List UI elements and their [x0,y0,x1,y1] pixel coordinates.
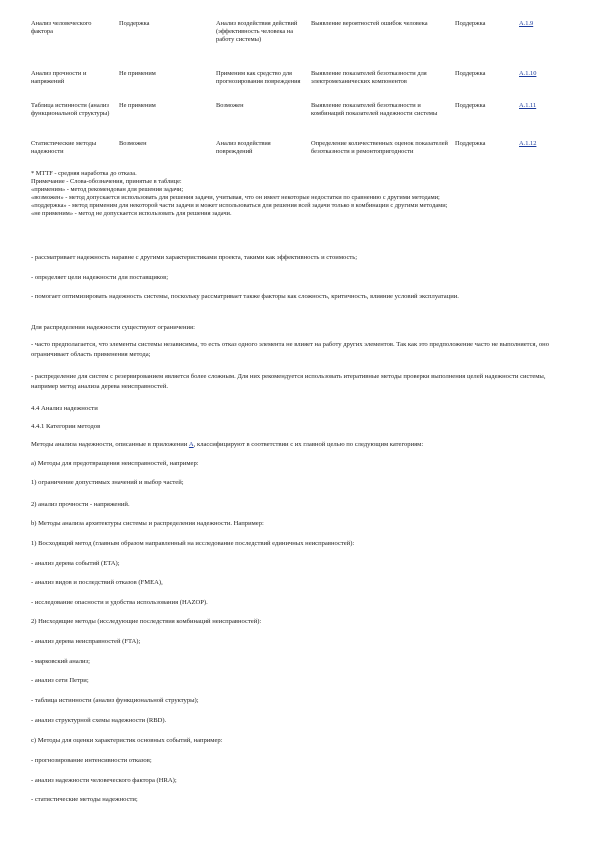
paragraph: 2) анализ прочности - напряжений. [31,501,130,508]
section-heading: 4.4 Анализ надежности [31,405,98,412]
note-line: «поддержка» - метод применим для некоторой части задачи и может использоваться для решения всей задачи только в комбинации с другими методами; [31,202,448,210]
methods-table [31,20,571,155]
list-item: - марковский анализ; [31,658,90,665]
table-link[interactable]: А.1.12 [519,140,537,147]
table-cell: Поддержка [455,70,486,77]
table-cell: Таблица истинности (анализ функциональной структуры) [31,102,110,117]
table-notes [31,170,566,219]
list-item: - анализ надежности человеческого фактора (HRA); [31,777,177,784]
list-item: - анализ сети Петри; [31,677,89,684]
paragraph: Для распределения надежности существуют ограничения: [31,324,195,331]
note-line: Примечание - Слова-обозначения, принятые в таблице: [31,178,182,186]
paragraph: - часто предполагается, что элементы системы независимы, то есть отказ одного элемента не влияет на работу других элементов. Так как это предположение часто не выполняется, оно ограничивает область применения метода; [31,341,550,358]
list-item: - исследование опасности и удобства использования (HAZOP). [31,599,208,606]
table-cell: Выявление показателей безотказности и комбинаций показателей надежности системы [311,102,438,117]
table-cell: Применим как средство для прогнозирования повреждения [216,70,301,85]
note-line: * MTTF - средняя наработка до отказа. [31,170,137,177]
paragraph: c) Методы для оценки характеристик основных событий, например: [31,737,223,744]
paragraph-text: , классифицируют в соответствии с их главной целью по следующим категориям: [193,441,424,448]
table-cell: Не применим [119,70,156,77]
table-cell: Возможен [119,140,147,147]
table-cell: Определение количественных оценок показателей безотказности и ремонтопригодности [311,140,448,155]
paragraph: - определяет цели надежности для поставщиков; [31,274,169,281]
table-cell: Статистические методы надежности [31,140,97,155]
note-line: «возможен» - метод допускается использовать для решения задачи, учитывая, что он имеет некоторые недостатки по сравнению с другими методами; [31,194,440,202]
table-cell: Анализ человеческого фактора [31,20,92,35]
table-cell: Поддержка [455,140,486,147]
paragraph: 1) Восходящий метод (главным образом направленный на исследование последствий единичных неисправностей): [31,540,355,547]
table-cell: Анализ воздействия действий (эффективность человека на работу системы) [216,20,298,43]
table-link[interactable]: А.1.11 [519,102,537,109]
list-item: - таблица истинности (анализ функциональной структуры); [31,697,199,704]
list-item: - анализ структурной схемы надежности (RBD). [31,717,167,724]
table-cell: Анализ воздействия повреждений [216,140,271,155]
table-cell: Выявление показателей безотказности для электромеханических компонентов [311,70,427,85]
paragraph: - распределение для систем с резервированием является более сложным. Для них рекомендуется использовать итеративные методы проверки выполнения целей надежности системы, например метод анализа дерева неисправностей. [31,373,546,390]
table-cell: Возможен [216,102,244,109]
paragraph: a) Методы для предотвращения неисправностей, например: [31,460,199,467]
table-cell: Выявление вероятностей ошибок человека [311,20,428,27]
table-cell: Поддержка [119,20,150,27]
paragraph: - помогает оптимизировать надежность системы, поскольку рассматривает также факторы как сложность, критичность, влияние условий эксплуатации. [31,293,459,300]
paragraph [31,440,566,450]
subsection-heading: 4.4.1 Категории методов [31,423,101,430]
list-item: - анализ видов и последствий отказов (FMEA), [31,579,163,586]
list-item: - прогнозирование интенсивности отказов; [31,757,152,764]
appendix-link[interactable]: А [188,441,194,448]
note-line: «применим» - метод рекомендован для решения задачи; [31,186,184,194]
table-cell: Анализ прочности и напряжений [31,70,87,85]
paragraph: b) Методы анализа архитектуры системы и распределения надежности. Например: [31,520,264,527]
table-link[interactable]: А.1.9 [519,20,534,27]
table-cell: Не применим [119,102,156,109]
table-cell: Поддержка [455,102,486,109]
table-link[interactable]: А.1.10 [519,70,537,77]
paragraph: 1) ограничение допустимых значений и выбор частей; [31,479,184,486]
list-item: - анализ дерева неисправностей (FTA); [31,638,141,645]
table-cell: Поддержка [455,20,486,27]
paragraph: - рассматривает надежность наравне с другими характеристиками проекта, такими как эффективность и стоимость; [31,254,358,261]
paragraph-text: Методы анализа надежности, описанные в приложении [31,441,189,448]
list-item: - статистические методы надежности; [31,796,138,803]
list-item: - анализ дерева событий (ETA); [31,560,120,567]
paragraph: 2) Нисходящие методы (исследующие последствия комбинаций неисправностей): [31,618,262,625]
note-line: «не применим» - метод не допускается использовать для решения задачи. [31,210,232,218]
table-row [31,20,571,72]
